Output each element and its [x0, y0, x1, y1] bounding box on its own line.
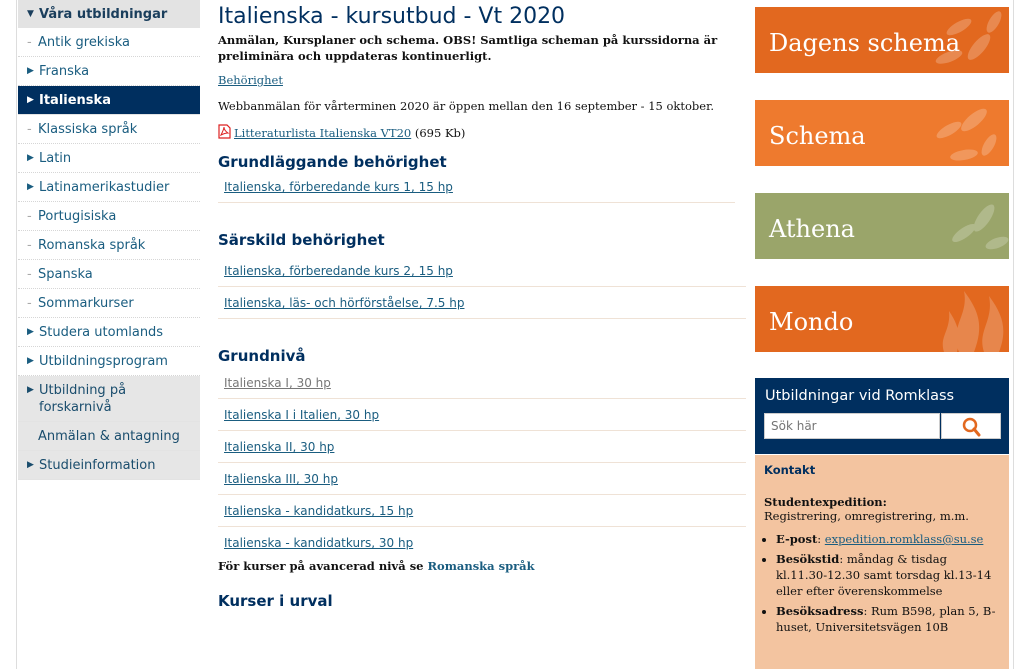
hours-label: Besökstid [776, 552, 840, 566]
literature-list-link[interactable]: Litteraturlista Italienska VT20 [234, 126, 412, 140]
registration-text: Webbanmälan för vårterminen 2020 är öppen mellan den 16 september - 15 oktober. [218, 99, 714, 113]
tile-schema[interactable] [755, 100, 1009, 166]
contact-address [776, 603, 1000, 635]
tile-dagens-schema[interactable] [755, 7, 1009, 73]
laurel-icon [889, 193, 1009, 259]
sidebar-item-franska[interactable] [18, 57, 200, 86]
contact-email: • E-post: expedition.romklass@su.se [776, 531, 1000, 547]
course-row [218, 171, 735, 203]
sidebar-item-portugisiska[interactable]: - Portugisiska [18, 202, 200, 231]
course-link[interactable]: Italienska, förberedande kurs 2, 15 hp [224, 264, 453, 278]
page-title: Italienska - kursutbud - Vt 2020 [218, 4, 566, 29]
sidebar-item-label: Studera utomlands [39, 325, 164, 340]
sidebar-item-forskarniva[interactable] [18, 376, 200, 422]
address-label: Besöksadress [776, 604, 864, 618]
address-text: : Rum B598, plan 5, B-huset, Universitetsvägen 10B [776, 604, 996, 634]
sidebar-item-label: Studieinformation [39, 458, 156, 473]
advanced-note-prefix: För kurser på avancerad nivå se [218, 559, 428, 573]
page-lead: Anmälan, Kursplaner och schema. OBS! Samtliga scheman på kurssidorna är preliminära och uppdateras kontinuerligt. [218, 33, 718, 63]
tile-label: Schema [769, 122, 866, 150]
course-row [218, 255, 746, 287]
sidebar-item-studera-utomlands[interactable] [18, 318, 200, 347]
office-description: Registrering, omregistrering, m.m. [764, 509, 969, 523]
course-link[interactable]: Italienska - kandidatkurs, 15 hp [224, 504, 414, 518]
section-title-grundlaggande: Grundläggande behörighet [218, 153, 447, 171]
tile-label: Dagens schema [769, 29, 961, 57]
triangle-right-icon: ▶ [27, 153, 34, 163]
tile-label: Athena [769, 215, 855, 243]
tile-label: Mondo [769, 308, 854, 336]
sidebar-item-antik-grekiska[interactable]: - Antik grekiska [18, 28, 200, 57]
contact-heading: Kontakt [764, 463, 816, 477]
sidebar-header-label: Våra utbildningar [39, 7, 168, 22]
section-title-kurser-i-urval: Kurser i urval [218, 592, 333, 610]
course-row [218, 463, 746, 495]
pdf-icon [218, 124, 231, 139]
triangle-right-icon: ▶ [27, 385, 34, 395]
main-content [218, 0, 748, 610]
course-row [218, 527, 746, 558]
search-title: Utbildningar vid Romklass [765, 388, 955, 404]
course-row [218, 367, 746, 399]
sidebar-item-label: Spanska [38, 267, 93, 282]
sidebar-item-label: Romanska språk [38, 238, 146, 253]
course-link[interactable]: Italienska I, 30 hp [224, 376, 331, 390]
section-title-grundniva: Grundnivå [218, 347, 306, 365]
sidebar-item-romanska-sprak[interactable]: - Romanska språk [18, 231, 200, 260]
hours-text: : måndag & tisdag kl.11.30-12.30 samt torsdag kl.13-14 eller efter överenskommelse [776, 552, 992, 598]
email-link[interactable]: expedition.romklass@su.se [824, 532, 984, 546]
course-link[interactable]: Italienska - kandidatkurs, 30 hp [224, 536, 414, 550]
romanska-sprak-link[interactable]: Romanska språk [427, 559, 535, 573]
advanced-note [218, 558, 748, 574]
sidebar-item-studieinformation[interactable] [18, 451, 200, 480]
sidebar-item-label: Sommarkurser [38, 296, 134, 311]
sidebar-item-label: Utbildningsprogram [39, 354, 168, 369]
sidebar-item-label: Franska [39, 64, 90, 79]
triangle-right-icon: ▶ [27, 327, 34, 337]
course-row [218, 287, 746, 319]
triangle-right-icon: ▶ [27, 182, 34, 192]
triangle-down-icon: ▼ [27, 9, 34, 19]
triangle-right-icon: ▶ [27, 95, 34, 105]
sidebar-item-latin[interactable] [18, 144, 200, 173]
course-link[interactable]: Italienska III, 30 hp [224, 472, 338, 486]
sidebar-item-utbildningsprogram[interactable] [18, 347, 200, 376]
sidebar-header[interactable] [18, 0, 200, 28]
search-icon [942, 414, 1002, 440]
sidebar-item-anmalan-antagning[interactable] [18, 422, 200, 451]
sidebar-item-spanska[interactable]: - Spanska [18, 260, 200, 289]
sidebar-item-sommarkurser[interactable]: - Sommarkurser [18, 289, 200, 318]
sidebar-item-label: Utbildning på forskarnivå [39, 383, 127, 415]
triangle-right-icon: ▶ [27, 460, 34, 470]
sidebar-item-label: Klassiska språk [38, 122, 138, 137]
sidebar-item-label: Latin [39, 151, 72, 166]
laurel-icon [889, 100, 1009, 166]
tile-athena[interactable] [755, 193, 1009, 259]
sidebar-item-label: Italienska [39, 93, 111, 108]
triangle-right-icon: ▶ [27, 66, 34, 76]
course-link[interactable]: Italienska II, 30 hp [224, 440, 335, 454]
sidebar-item-label: Latinamerikastudier [39, 180, 170, 195]
office-title: Studentexpedition: [764, 495, 887, 509]
sidebar-nav [18, 0, 200, 480]
search-button[interactable] [941, 413, 1001, 439]
course-row [218, 495, 746, 527]
behorighet-link[interactable]: Behörighet [218, 73, 283, 87]
search-input[interactable] [764, 413, 940, 439]
triangle-right-icon: ▶ [27, 356, 34, 366]
tile-mondo[interactable] [755, 286, 1009, 352]
course-link[interactable]: Italienska I i Italien, 30 hp [224, 408, 380, 422]
literature-size: (695 Kb) [414, 126, 466, 140]
course-link[interactable]: Italienska, läs- och hörförståelse, 7.5 hp [224, 296, 465, 310]
email-label: E-post [776, 532, 818, 546]
flame-icon [889, 286, 1009, 352]
course-row [218, 431, 746, 463]
course-row [218, 399, 746, 431]
page-frame-left [0, 0, 17, 669]
section-title-sarskild: Särskild behörighet [218, 231, 385, 249]
contact-panel [755, 455, 1009, 669]
sidebar-item-latinamerikastudier[interactable] [18, 173, 200, 202]
contact-hours [776, 551, 1000, 599]
sidebar-item-klassiska-sprak[interactable]: - Klassiska språk [18, 115, 200, 144]
sidebar-item-italienska[interactable] [18, 86, 200, 115]
page-frame-right [1013, 0, 1024, 669]
course-link[interactable]: Italienska, förberedande kurs 1, 15 hp [224, 180, 453, 194]
sidebar-item-label: Anmälan & antagning [38, 429, 180, 444]
search-panel [755, 378, 1009, 454]
sidebar-item-label: Antik grekiska [38, 35, 130, 50]
sidebar-item-label: Portugisiska [38, 209, 117, 224]
